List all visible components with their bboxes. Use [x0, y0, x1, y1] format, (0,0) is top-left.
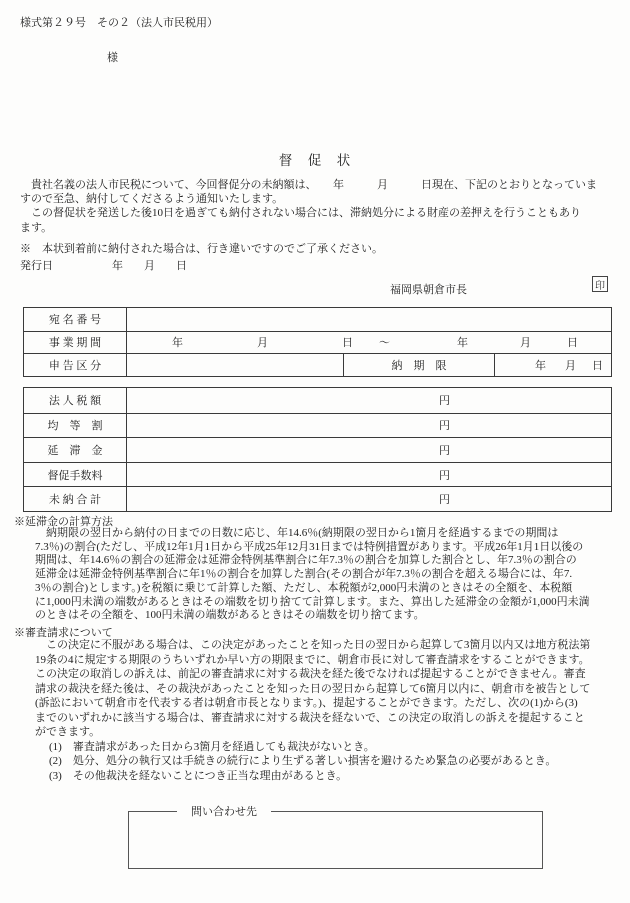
appeal-paragraph	[35, 638, 590, 783]
appeal-line: 19条の4に規定する期限のうちいずれか早い方の期限までに、朝倉市長に対して審査請求をすることができます。	[35, 653, 590, 666]
unpaid-total-value	[126, 487, 611, 511]
unpaid-total-label: 未 納 合 計	[48, 494, 102, 507]
yen-unit: 円	[439, 494, 450, 507]
due-date-value	[494, 354, 611, 376]
yen-unit: 円	[439, 395, 450, 408]
due-year-label: 年	[535, 359, 546, 372]
period-month2-label: 月	[520, 337, 531, 350]
intro-paragraph	[20, 178, 597, 235]
issue-date-label: 発行日	[20, 260, 53, 272]
taxpayer-info-table	[23, 307, 612, 377]
late-fee-line: 7.3％)の割合(ただし、平成12年1月1日から平成25年12月31日までは特例措置があります。平成26年1月1日以後の	[35, 540, 584, 553]
table-row	[24, 486, 611, 511]
appeal-line: ができます。	[35, 726, 101, 739]
addressee-number-label: 宛 名 番 号	[48, 314, 102, 327]
period-month1-label: 月	[257, 337, 268, 350]
per-capita-levy-value	[126, 414, 611, 438]
due-date-label: 納 期 限	[343, 354, 494, 376]
period-day2-label: 日	[567, 337, 578, 350]
document-title: 督 促 状	[278, 153, 352, 168]
appeal-line: (訴訟において朝倉市を代表する者は朝倉市長となります。)、提起することができます。ただし、次の(1)から(3)	[35, 697, 578, 710]
period-year2-label: 年	[457, 337, 468, 350]
declaration-type-label: 申 告 区 分	[48, 359, 102, 372]
issue-date-line	[20, 258, 270, 272]
intro-line: ます。	[20, 221, 53, 234]
late-fee-line: に1,000円未満の端数があるときはその端数を切り捨てて計算します。また、算出した延滞金の金額が1,000円未満	[35, 595, 590, 608]
declaration-type-value	[126, 354, 343, 376]
late-fee-label: 延 滞 金	[47, 444, 103, 457]
table-row	[24, 413, 611, 438]
late-fee-line: 3％の割合)とします。)を税額に乗じて計算した額、ただし、本税額が2,000円未満のときはその全額を、本税額	[35, 581, 573, 594]
appeal-line: この決定に不服がある場合は、この決定があったことを知った日の翌日から起算して3箇月以内又は地方税法第	[35, 639, 591, 651]
corporate-tax-label: 法 人 税 額	[48, 395, 102, 408]
addressee-suffix: 様	[107, 52, 118, 64]
yen-unit: 円	[439, 420, 450, 433]
late-fee-line: 納期限の翌日から納付の日までの日数に応じ、年14.6％(納期限の翌日から1箇月を経過するまでの期間は	[35, 527, 559, 539]
seal-mark	[592, 276, 608, 292]
late-fee-line: 延滞金は延滞金特例基準割合に年1％の割合を加算した割合(その割合が年7.3％の割合を超える場合には、年7.	[35, 568, 573, 581]
due-month-label: 月	[565, 359, 576, 372]
period-day1-label: 日	[342, 337, 353, 350]
seal-character: 印	[595, 280, 605, 292]
table-row	[24, 331, 611, 354]
table-row	[24, 388, 611, 413]
table-row	[24, 353, 611, 376]
yen-unit: 円	[439, 444, 450, 457]
intro-line: 貴社名義の法人市民税について、今回督促分の未納額は、 年 月 日現在、下記のとおりとなっていま	[20, 179, 598, 191]
issue-year-label: 年	[112, 260, 123, 272]
appeal-line: 請求の裁決を経た後は、その裁決があったことを知った日の翌日から起算して6箇月以内に、朝倉市を被告として	[35, 682, 591, 695]
appeal-heading: ※審査請求について	[14, 627, 113, 639]
contact-box	[128, 803, 543, 869]
form-number: 様式第２９号 その２（法人市民税用）	[20, 17, 218, 29]
late-fee-paragraph	[35, 527, 590, 623]
period-year1-label: 年	[172, 337, 183, 350]
corporate-tax-value	[126, 388, 611, 413]
table-row	[24, 308, 611, 331]
appeal-line: までのいずれかに該当する場合は、審査請求に対する裁決を経ないで、この決定の取消しの訴えを提起すること	[35, 711, 585, 724]
late-fee-value	[126, 438, 611, 462]
business-period-label: 事 業 期 間	[48, 337, 102, 350]
period-tilde: ～	[379, 337, 390, 350]
late-fee-line: 期間は、年14.6％の割合の延滞金は延滞金特例基準割合に年7.3％の割合を加算した割合とし、年7.3％の割合の	[35, 554, 577, 567]
business-period-value	[126, 332, 611, 354]
appeal-item: (1) 審査請求があった日から3箇月を経過しても裁決がないとき。	[49, 740, 375, 753]
intro-line: この督促状を発送した後10日を過ぎても納付されない場合には、滞納処分による財産の差押えを行うこともあり	[20, 207, 581, 220]
due-day-label: 日	[592, 359, 603, 372]
contact-box-legend: 問い合わせ先	[191, 806, 257, 818]
demand-fee-value	[126, 463, 611, 487]
issue-month-label: 月	[144, 260, 155, 272]
demand-fee-label: 督促手数料	[47, 469, 103, 482]
appeal-line: この決定の取消しの訴えは、前記の審査請求に対する裁決を経た後でなければ提起することができません。審査	[35, 668, 586, 681]
intro-line: すので至急、納付してくださるよう通知いたします。	[20, 193, 284, 206]
arrival-note: ※ 本状到着前に納付された場合は、行き違いですのでご了承ください。	[20, 243, 383, 255]
mayor-name: 福岡県朝倉市長	[390, 284, 467, 296]
late-fee-heading: ※延滞金の計算方法	[14, 516, 113, 528]
table-row	[24, 462, 611, 487]
appeal-item: (3) その他裁決を経ないことにつき正当な理由があるとき。	[49, 769, 348, 782]
addressee-number-value	[126, 308, 611, 331]
table-row	[24, 437, 611, 462]
issue-day-label: 日	[176, 260, 187, 272]
late-fee-line: のときはその全額を、100円未満の端数があるときはその端数を切り捨てます。	[35, 609, 425, 622]
per-capita-levy-label: 均 等 割	[47, 420, 103, 433]
yen-unit: 円	[439, 469, 450, 482]
amount-table	[23, 387, 612, 512]
appeal-item: (2) 処分、処分の執行又は手続きの続行により生ずる著しい損害を避けるため緊急の必要があるとき。	[49, 755, 557, 768]
